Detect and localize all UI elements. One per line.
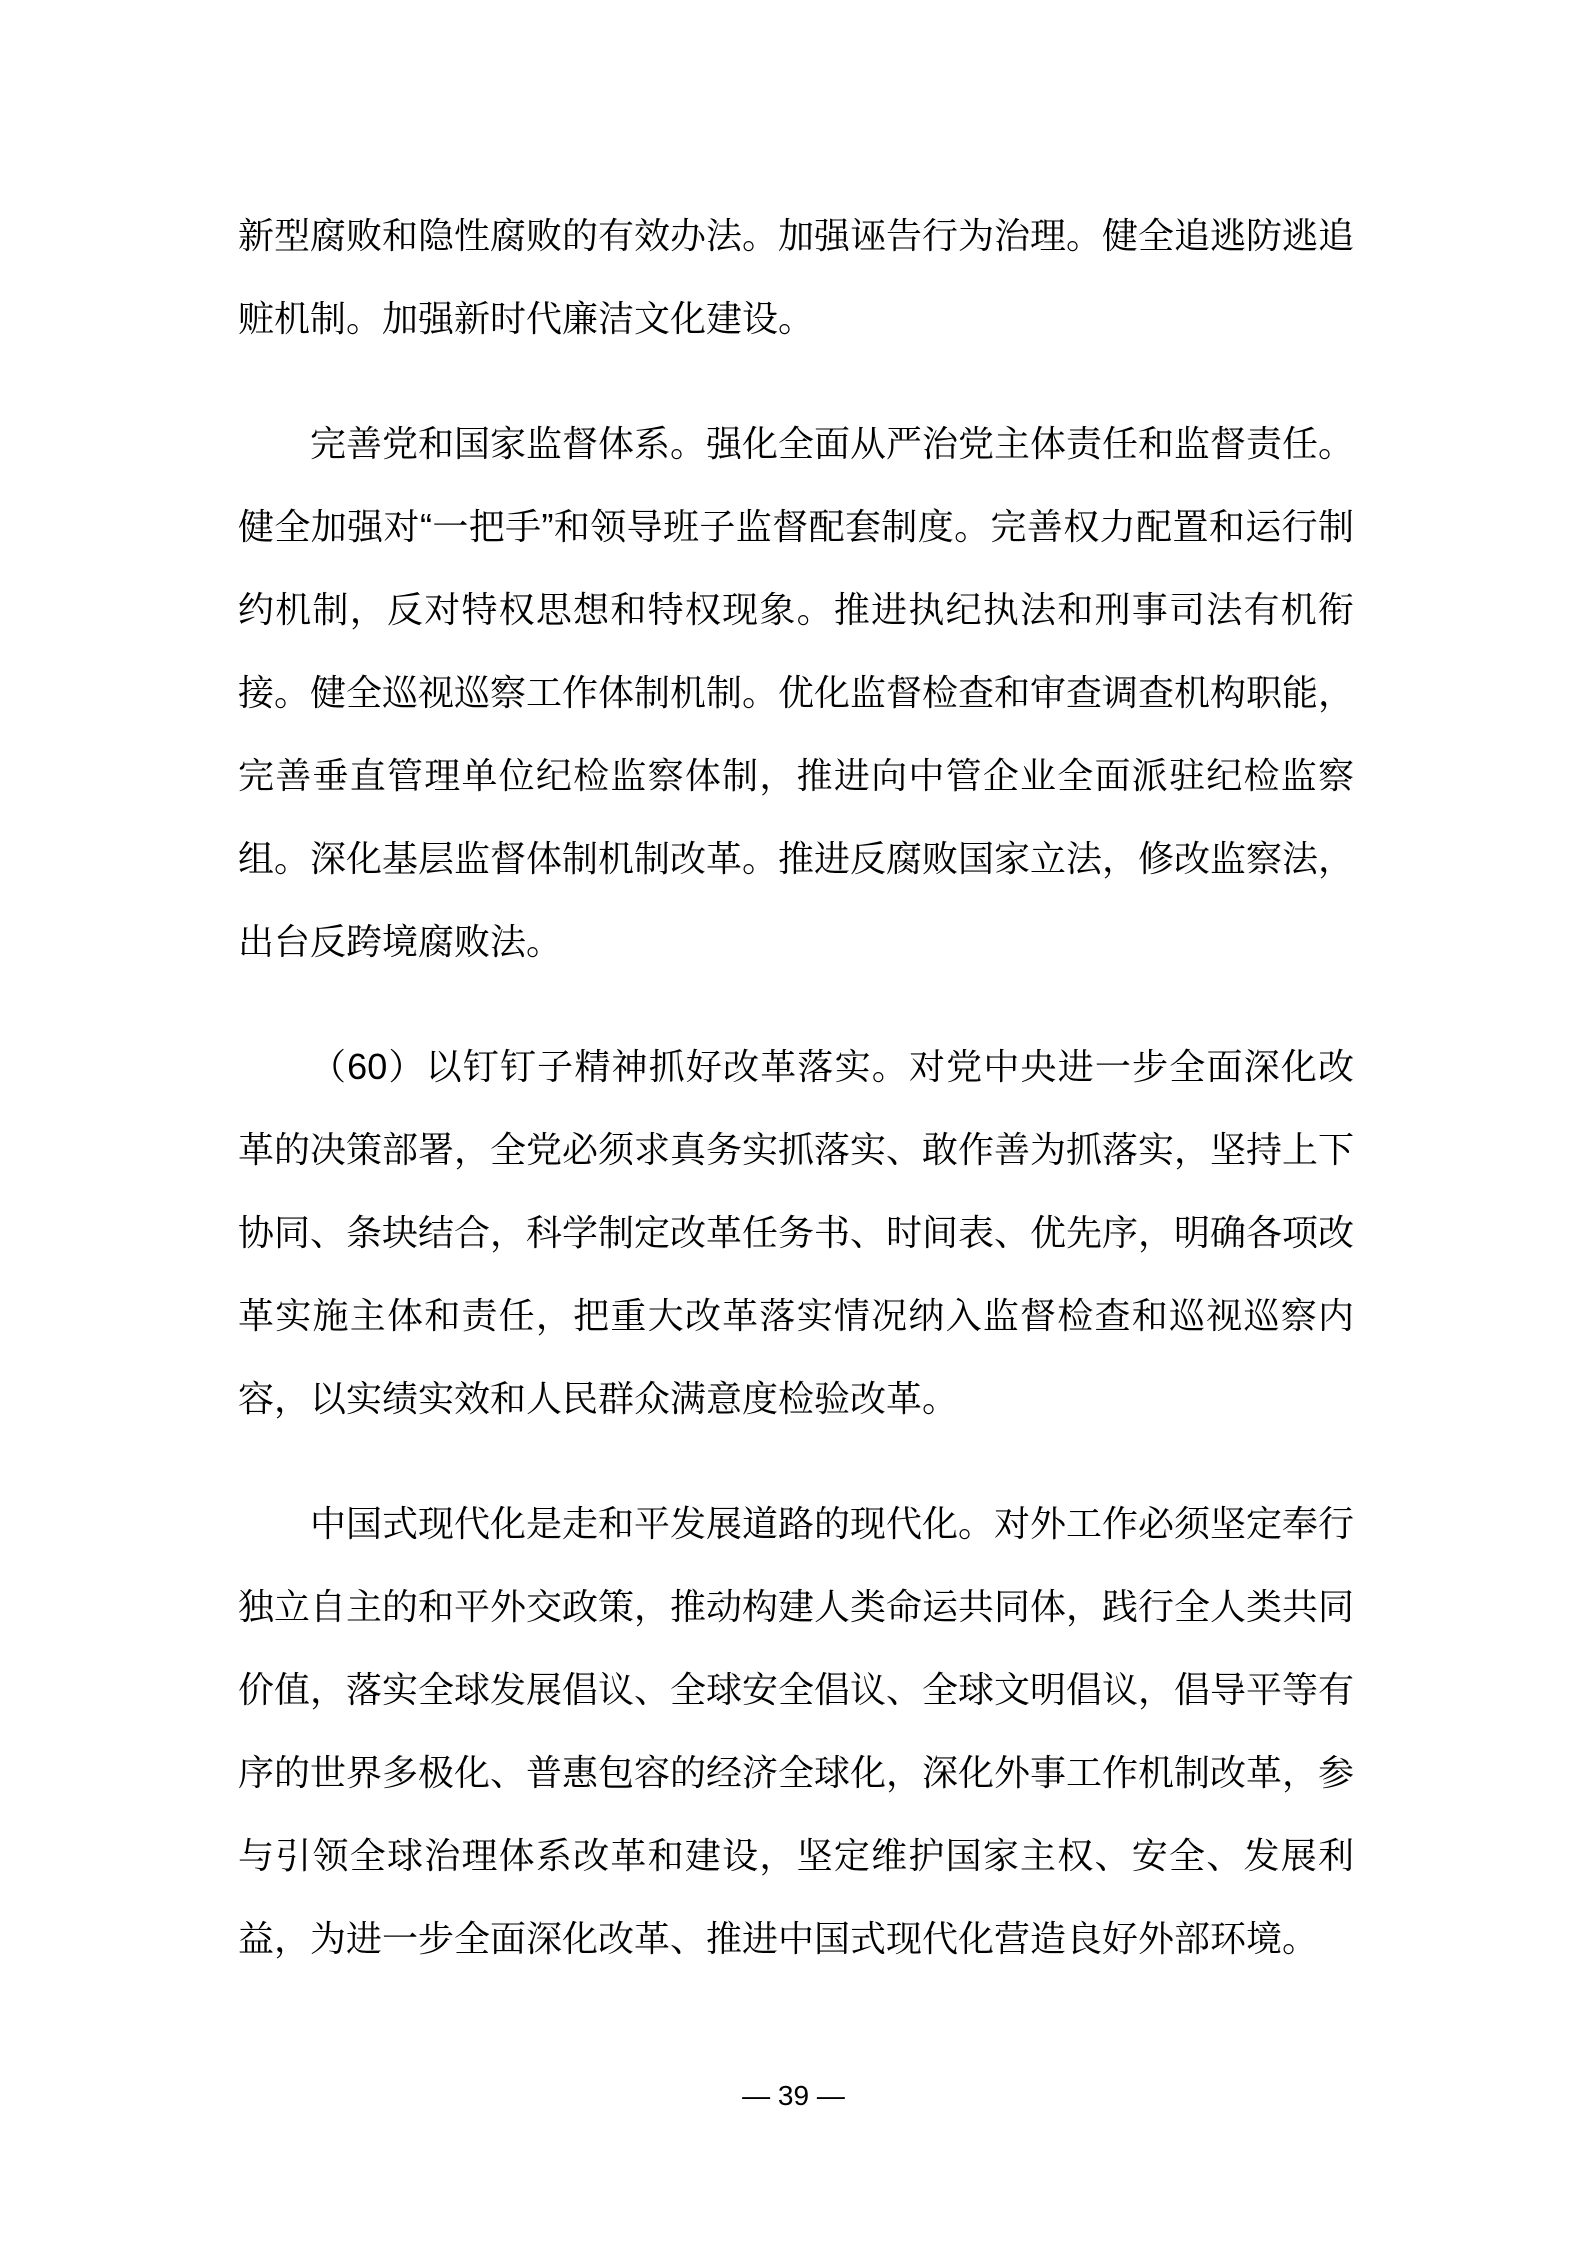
document-body: [238, 194, 1354, 2022]
page-number: — 39 —: [742, 2080, 845, 2111]
paragraph: 完善党和国家监督体系。强化全面从严治党主体责任和监督责任。健全加强对“一把手”和领导班子监督配套制度。完善权力配置和运行制约机制，反对特权思想和特权现象。推进执纪执法和刑事司法有机衔接。健全巡视巡察工作体制机制。优化监督检查和审查调查机构职能，完善垂直管理单位纪检监察体制，推进向中管企业全面派驻纪检监察组。深化基层监督体制机制改革。推进反腐败国家立法，修改监察法，出台反跨境腐败法。: [238, 423, 1355, 962]
paragraph: 中国式现代化是走和平发展道路的现代化。对外工作必须坚定奉行独立自主的和平外交政策，推动构建人类命运共同体，践行全人类共同价值，落实全球发展倡议、全球安全倡议、全球文明倡议，倡导平等有序的世界多极化、普惠包容的经济全球化，深化外事工作机制改革，参与引领全球治理体系改革和建设，坚定维护国家主权、安全、发展利益，为进一步全面深化改革、推进中国式现代化营造良好外部环境。: [238, 1503, 1355, 1959]
paragraph: （60）以钉钉子精神抓好改革落实。对党中央进一步全面深化改革的决策部署，全党必须求真务实抓落实、敢作善为抓落实，坚持上下协同、条块结合，科学制定改革任务书、时间表、优先序，明确各项改革实施主体和责任，把重大改革落实情况纳入监督检查和巡视巡察内容，以实绩实效和人民群众满意度检验改革。: [238, 1046, 1355, 1419]
paragraph: 新型腐败和隐性腐败的有效办法。加强诬告行为治理。健全追逃防逃追赃机制。加强新时代廉洁文化建设。: [238, 215, 1355, 339]
